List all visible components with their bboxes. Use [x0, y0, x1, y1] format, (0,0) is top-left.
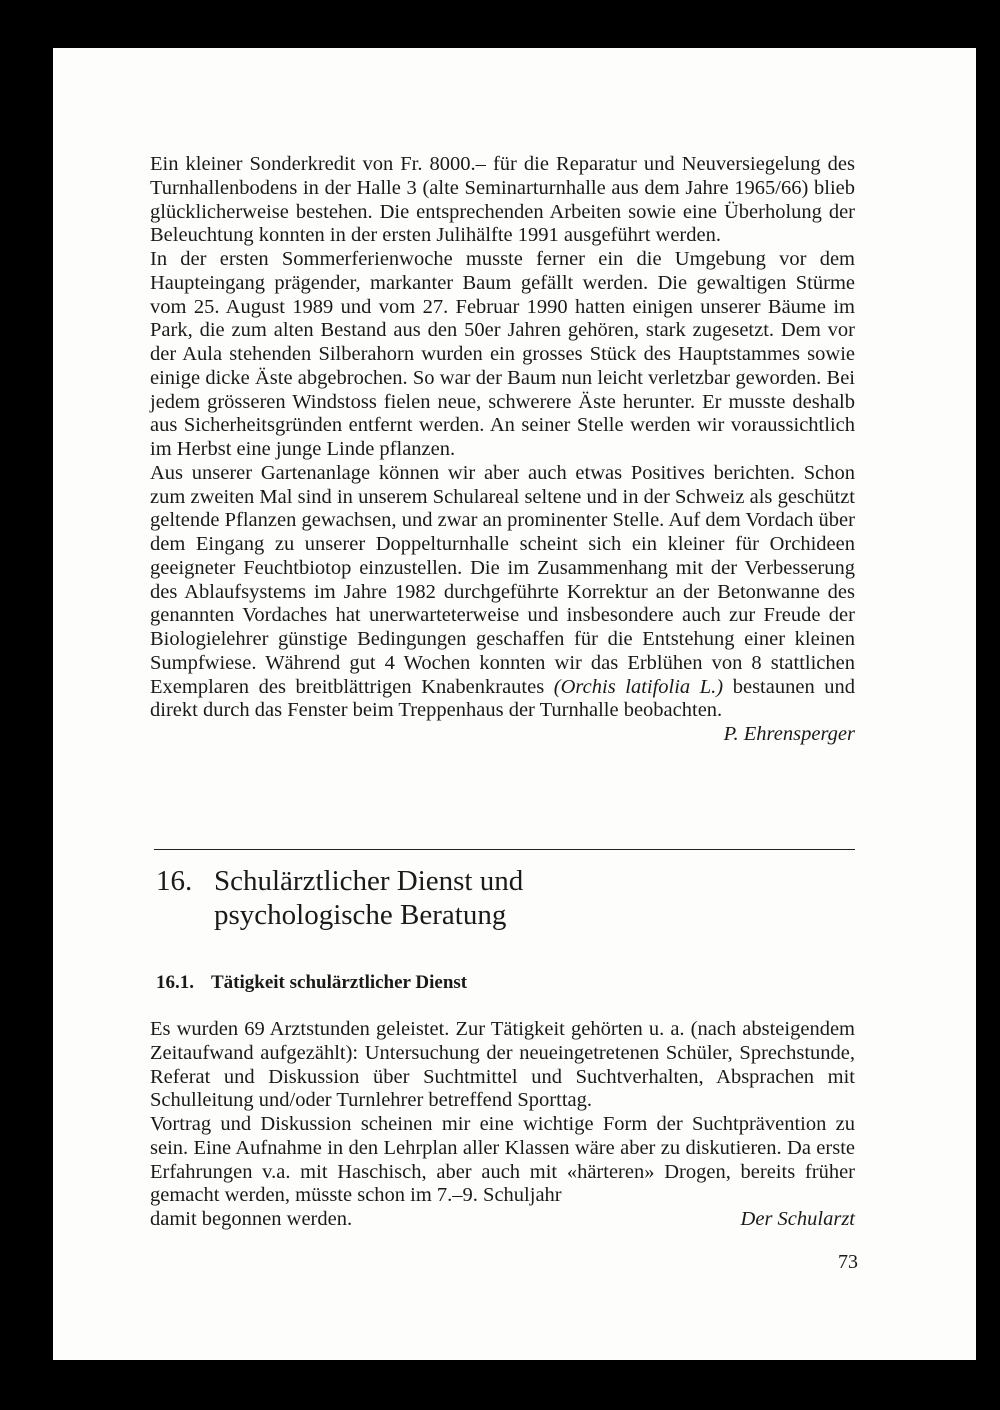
paragraph-doctor-hours: Es wurden 69 Arztstunden geleistet. Zur Tätigkeit gehörten u. a. (nach absteigendem Zeitaufwand aufgezählt): Untersuchung der neueingetretenen Schüler, Sprechstunde, Referat und Diskussion über Suchtmittel und Suchtverhalten, Absprachen mit Schulleitung und/oder Turnlehrer betreffend Sporttag. — [150, 1018, 855, 1112]
top-section-text — [150, 153, 855, 747]
subsection-title: Tätigkeit schulärztlicher Dienst — [211, 972, 468, 993]
page-number: 73 — [838, 1251, 858, 1273]
orchids-text-end: bestaunen und direkt durch das Fenster beim Treppenhaus der Turnhalle beobachten. — [150, 675, 856, 722]
chapter-title — [214, 864, 834, 932]
paragraph-tree-felling: In der ersten Sommerferienwoche musste ferner ein die Umgebung vor dem Haupteingang prägender, markanter Baum gefällt werden. Die gewaltigen Stürme vom 25. August 1989 und vom 27. Februar 1990 hatten einigen unserer Bäume im Park, die zum alten Bestand aus den 50er Jahren gehören, stark zugesetzt. Dem vor der Aula stehenden Silberahorn wurden ein grosses Stück des Hauptstammes sowie einige dicke Äste abgebrochen. So war der Baum nun leicht verletzbar geworden. Bei jedem grösseren Windstoss fielen neue, schwerere Äste herunter. Er musste deshalb aus Sicherheitsgründen entfernt werden. An seiner Stelle werden wir voraussichtlich im Herbst eine junge Linde pflanzen. — [150, 248, 855, 460]
paragraph-orchids — [150, 462, 855, 723]
closing-text: damit begonnen werden. — [150, 1208, 353, 1230]
paragraph-prevention: Vortrag und Diskussion scheinen mir eine wichtige Form der Suchtprävention zu sein. Eine Aufnahme in den Lehrplan aller Klassen wäre aber zu diskutieren. Da erste Erfahrungen v.a. mit Haschisch, aber auch mit «härteren» Drogen, bereits früher gemacht werden, müsste schon im 7.–9. Schuljahr — [150, 1113, 855, 1207]
chapter-number: 16. — [156, 865, 193, 897]
section-divider — [154, 849, 855, 850]
orchid-latin-name: (Orchis latifolia L.) — [553, 675, 724, 698]
document-page — [53, 48, 976, 1360]
signature-schularzt: Der Schularzt — [740, 1208, 855, 1230]
closing-line — [150, 1208, 855, 1232]
subsection-number: 16.1. — [156, 972, 194, 993]
paragraph-renovation: Ein kleiner Sonderkredit von Fr. 8000.– für die Reparatur und Neuversiegelung des Turnhallenbodens in der Halle 3 (alte Seminarturnhalle aus dem Jahre 1965/66) blieb glücklicherweise bestehen. Die entsprechenden Arbeiten sowie eine Überholung der Beleuchtung konnten in der ersten Julihälfte 1991 ausgeführt werden. — [150, 153, 855, 247]
signature-ehrensperger: P. Ehrensperger — [723, 723, 855, 745]
bottom-section-text — [150, 1018, 855, 1232]
chapter-title-line2: psychologische Beratung — [214, 899, 507, 931]
subsection-heading — [156, 972, 467, 994]
orchids-text-start: Aus unserer Gartenanlage können wir aber auch etwas Positives berichten. Schon zum zweiten Mal sind in unserem Schulareal seltene und in der Schweiz als geschützt geltende Pflanzen gewachsen, und zwar an prominenter Stelle. Auf dem Vordach über dem Eingang zu unserer Doppelturnhalle scheint sich ein kleiner für Orchideen geeigneter Feuchtbiotop einzustellen. Die im Zusammenhang mit der Verbesserung des Ablaufsystems im Jahre 1982 durchgeführte Korrektur an der Betonwanne des genannten Vordaches hat unerwarteterweise und insbesondere auch zur Freude der Biologielehrer günstige Bedingungen geschaffen für die Entstehung einer kleinen Sumpfwiese. Während gut 4 Wochen konnten wir das Erblühen von 8 stattlichen Exemplaren des breitblättrigen Knabenkrautes — [150, 461, 855, 698]
chapter-title-line1: Schulärztlicher Dienst und — [214, 865, 524, 897]
